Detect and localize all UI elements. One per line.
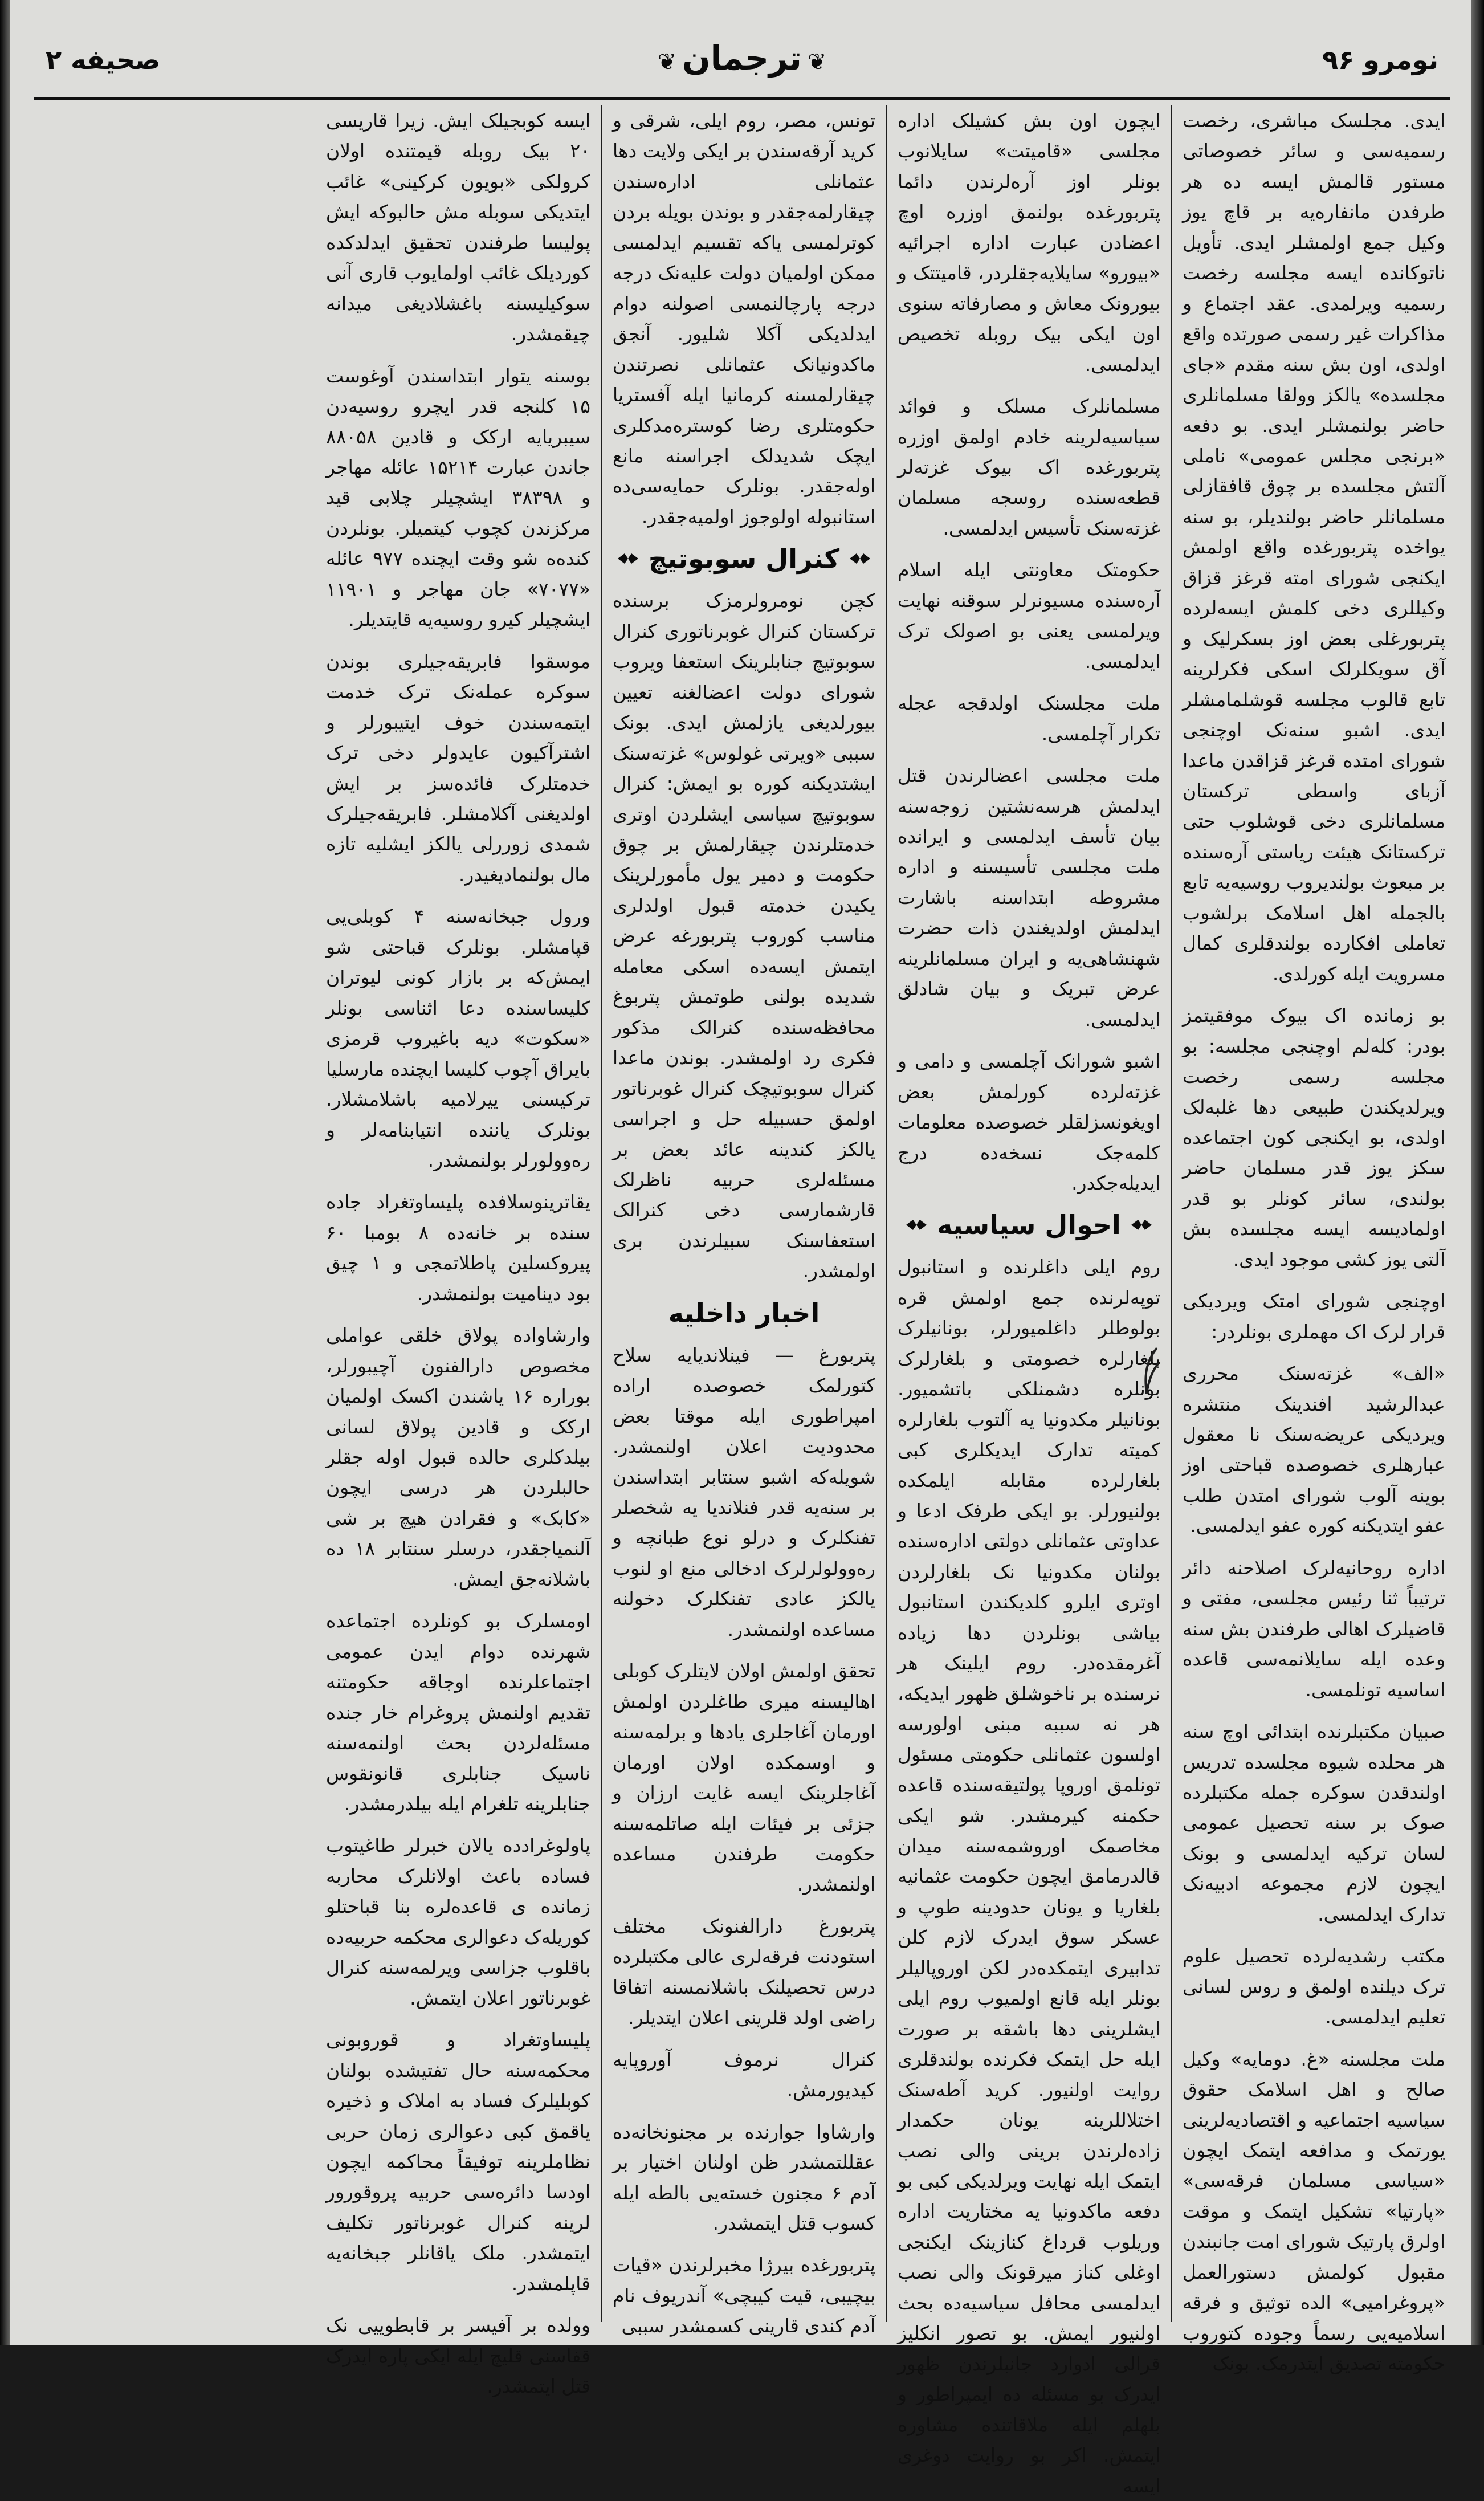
- column-4: [316, 105, 601, 2398]
- news-item: اومسلرک بو کونلرده اجتماعده شهرنده دوام ایدن عمومی اجتماعلرنده اوجاقه حکومتنه تقدیم اولنمش پروغرام خار جنده مسئله‌لردن بحث اولنمه‌سنه ناسیک جنابلری قانونقوس جنابلرینه تلغرام ایله بیلدرمشدر.: [320, 1610, 590, 1815]
- news-item: پلیساوتغراد و قوروبونی محکمه‌سنه حال تفتیشده بولنان کوبلیلرک فساد به املاک و ذخیره یاقمق کبی دعوالری زمان حربی نظاملرینه توفیقاً محاکمه ایچون اودسا دائره‌سی حربیه پروقورور لرینه کنرال غوبرناتور تکلیف ایتمشدر. ملک یاقانلر جبخانه‌یه قاپلمشدر.: [320, 2029, 590, 2295]
- ornament-icon: [905, 1217, 928, 1232]
- article-paragraph: کچن نومرولرمزک برسنده ترکستان کنرال غوبرناتوری کنرال سوبوتیچ جنابلرینک استعفا ویروب شورای دولت اعضالغنه تعیین بیورلدیغی یازلمش ایدی. بونک سببی «ویرتی غولوس» غزته‌سنک ایشتدیکنه کوره بو ایمش: کنرال سوبوتیچ سیاسی ایشلردن اوتری خدمتلرندن چیقارلمش بر چوق حکومت و دمیر یول مأمورلرینک یکیدن خدمته قبول اولدلری مناسب کوروب پتربورغه عرض ایتمش ایسه‌ده اسکی معامله شدیده بولنی طوتمش پتربوغ محافظه‌سنده کنرالک مذکور فکری رد اولمشدر. بوندن ماعدا کنرال سوبوتیچک کنرال غوبرناتور اولمق حسبیله حل و اجراسی یالکز کندینه عائد بعض بر مسئله‌لری حربیه ناظرلک قارشمارسی دخی کنرالک استعفاسنک سبیلرندن بری اولمشدر.: [606, 589, 875, 1282]
- news-item: ورول جبخانه‌سنه ۴ کوبلی‌یی قپامشلر. بونلرک قباحتی شو ایمش‌که بر بازار کونی لیوتران کلیساسنده دعا اثناسی بونلر «سکوت» دیه باغیروب قرمزی بایراق آچوب کلیسا ایچنده مارسلیا ترکیسنی ییرلامیه باشلامشلار. بونلرک یاننده انتیابنامه‌لر و رەوولورلر بولنمشدر.: [320, 905, 590, 1171]
- header-rule: [34, 97, 1450, 100]
- news-item: پاولوغرادده یالان خبرلر طاغیتوب فساده باعث اولانلرک محاربه زمانده ی قاعده‌لره بنا قباحتلو کوریله‌ک دعوالری محکمه حربیه‌ده باقلوب جزاسی ویرلمه‌سنه کنرال غوبرناتور اعلان ایتمش.: [320, 1834, 590, 2009]
- article-paragraph: ایچون اون بش کشیلک اداره مجلسی «قامیتت» سایلانوب بونلر اوز آره‌لرندن دائما پتربورغده بولنمق اوزره اوچ اعضادن عبارت اداره اجرائیه «بیورو» سایلایه‌جقلردر، قامیتتک و بیورونک معاش و مصارفاته سنوی اون ایکی بیک روبله تخصیص ایدلمسی.: [891, 109, 1160, 376]
- columns-container: [28, 105, 1456, 2497]
- ornament-icon: [1130, 1217, 1153, 1232]
- news-item: وارشاوا جوارنده بر مجنونخانه‌ده عقللتمشدر ظن اولنان اختیار بر آدم ۶ مجنون خسته‌یی بالطه ایله کسوب قتل ایتمشدر.: [606, 2120, 876, 2234]
- article-paragraph: ملت مجلسی اعضالرندن قتل ایدلمش هرسه‌نشتین زوجه‌سنه بیان تأسف ایدلمسی و ایرانده ملت مجلسی تأسیسنه و اداره مشروطه ابتداسنه باشارت ایدلمش اولدیغندن ذات حضرت شهنشاهی‌یه و ایران مسلمانلرینه عرض تبریک و بیان شادلق ایدلمسی.: [891, 764, 1160, 1030]
- news-item: ایسه کوبجیلک ایش. زیرا قاریسی ۲۰ بیک روبله قیمتنده اولان کرولکی «بویون کرکینی» غائب ایتدیکی سوبله مش حالبوکه ایش پولیسا طرفندن تحقیق ایدلدکده کوردیلک غائب اولمایوب قاری آنی سوکیلیسنه باغشلادیغی میدانه چیقمشدر.: [320, 109, 590, 345]
- scan-edge-right: [1471, 0, 1484, 2345]
- news-item: تحقق اولمش اولان لایتلرک کوبلی اهالیسنه میری طاغلردن اولمش اورمان آغاجلری یادها و برلمه‌سنه و اوسمکده اولان اورمان آغاجلرینک ایسه غایت ارزان و جزئی بر فیئات ایله صاتلمه‌سنه حکومت طرفندن مساعده اولنمشدر.: [606, 1660, 875, 1896]
- news-item: یقاترینوسلافده پلیساوتغراد جاده سنده بر خانه‌ده ۸ بومبا ۶۰ پیروکسلین پاطلاتمجی و ۱ چیق بود دینامیت بولنمشدر.: [320, 1191, 591, 1305]
- article-paragraph: ملت مجلسنک اولدقجه عجله تکرار آچلمسی.: [891, 692, 1160, 745]
- page-number: صحیفه ۲: [46, 44, 161, 75]
- section-title: احوال سیاسیه: [937, 1209, 1121, 1241]
- ornament-icon: [849, 551, 871, 566]
- news-item: پتربورغ دارالفنونک مختلف استودنت فرقه‌لری عالی مکتبلرده درس تحصیلنک باشلانمسنه اتفاقا راضی اولد قلرینی اعلان ایتدیلر.: [606, 1915, 875, 2029]
- ornament-left-icon: ❦: [807, 49, 827, 75]
- news-item: پتربورغ — فینلاندیایه سلاح کتورلمک خصوصده اراده امپراطوری ایله موقتا بعض محدودیت اعلان اولنمشدر. شویله‌که اشبو سنتابر ابتداسندن بر سنه‌یه قدر فنلاندیا یه شخصلر تفنکلرک و درلو نوع طبانچه و رەوولولرلرک ادخالی منع او لنوب یالکز عادی تفنکلرک دخولنه مساعده اولنمشدر.: [606, 1343, 876, 1640]
- masthead-title: ترجمان: [682, 39, 802, 78]
- section-title: کنرال سوبوتیچ: [648, 543, 840, 575]
- pencil-annotation-mark: [1134, 1345, 1163, 1396]
- issue-number: نومرو ۹۶: [1322, 44, 1438, 75]
- article-paragraph: مکتب رشدیه‌لرده تحصیل علوم ترک دیلنده اولمق و روس لسانی تعلیم ایدلمسی.: [1176, 1945, 1445, 2029]
- column-3: [601, 105, 886, 2337]
- scan-edge-left: [0, 0, 10, 2345]
- page-header: [23, 34, 1461, 97]
- article-paragraph: حکومتک معاونتی ایله اسلام آره‌سنده مسیونرلر سوقنه نهایت ویرلمسی یعنی بو اصولک ترک ایدلمسی.: [891, 559, 1160, 673]
- news-item: موسقوا فابریقه‌جیلری بوندن سوکره عمله‌نک ترک خدمت ایتمه‌سندن خوف ایتیبورلر و اشترآکیون عایدولر دخی ترک خدمتلرک فائده‌سز بر ایش اولدیغنی آکلامشلر. فابریقه‌جیلرک شمدی زوررلی یالکز ایشلیه تازه مال بولنمادیغیدر.: [320, 650, 591, 886]
- article-paragraph: روم ایلی داغلرنده و استانبول توپه‌لرنده جمع اولمش قره بولوطلر داغلمیورلر، بونانیلرک بلغارلره خصومتی و بلغارلرک بونلره دشمنلکی باتشمیور. بونانیلر مکدونیا یه آلتوب بلغارلره کمیته تدارک ایدیکلری کبی بلغارلرده مقابله ایلمکده بولنیورلر. بو ایکی طرفک ادعا و عداوتی عثمانلی دولتی اداره‌سنده بولنان مکدونیا نک بلغارلردن اوتری ایلرو کلدیکندن استانبول بیاشی بونلردن دها زیاده آغرمقده‌در. روم ایلینک هر نرسنده بر ناخوشلق ظهور ایدیکه، هر نه سببه مبنی اولورسه اولسون عثمانلی حکومتی مسئول تونلمق اوروپا پولتیقه‌سنده قاعده حکمنه کیرمشدر. شو ایکی مخاصمک اوروشمه‌سنه میدان قالدرمامق ایچون حکومت عثمانیه بلغاریا و یونان حدودینه طوپ و عسکر سوق ایدرک لازم کلن تدابیری ایتمکده‌در لکن اوروپالیلر بونلر ایله قانع اولمیوب روم ایلی ایشلرینی دها باشقه بر صورت ایله حل ایتمک فکرنده بولندقلری روایت اولنیور. کرید آطه‌سنک اختلاللرینه یونان حکمدار زاده‌لرندن برینی والی نصب ایتمک ایله نهایت ویرلدیکی کبی بو دفعه ماکدونیا یه مختاریت اداره وریلوب قرداغ کنازینک ایکنجی اوغلی کناز میرقونک والی نصب ایدلمسی محافل سیاسیه‌ده بحث اولنیور ایمش. بو تصور انکلیز قرالی ادوارد جانبلرندن ظهور ایدرک بو مسئله ده ایمپراطور و بلهلم ایله ملاقاتنده مشاوره ایتمش. اکر بو روایت دوغری ایسه: [891, 1256, 1160, 2497]
- section-heading: [613, 1298, 875, 1329]
- article-paragraph: بو زمانده اک بیوک موفقیتمز بودر: کله‌لم اوچنجی مجلسه: بو مجلسه رسمی رخصت ویرلدیکندن طبیعی دها غلبه‌لک اولدی، بو ایکنجی کون اجتماعده سکز یوز قدر مسلمان حاضر بولندی، سائر کونلر بو قدر اولمادیسه ایسه مجلسده بش آلتی یوز کشی موجود ایدی.: [1176, 1004, 1445, 1270]
- article-paragraph: اداره روحانیه‌لرک اصلاحنه دائر ترتیباً ثنا رئیس مجلسی، مفتی و قاضیلرک اهالی طرفندن بش سنه وعده ایله سایلانمه‌سی قاعده اساسیه تونلمسی.: [1176, 1556, 1445, 1701]
- news-item: وولده بر آفیسر بر قابطوییی نک قفاسنی قلیچ ایله ایکی پاره ایدرک قتل ایتمشدر.: [320, 2314, 590, 2398]
- article-paragraph: اوچنجی شورای امتک ویردیکی قرار لرک اک مهملری بونلردر:: [1176, 1290, 1445, 1343]
- article-paragraph: صبیان مکتبلرنده ابتدائی اوچ سنه هر محلده شیوه مجلسده تدریس اولندقدن سوکره جمله مکتبلرده صوک بر سنه تحصیل عمومی لسان ترکیه ایدلمسی و بونک ایچون لازم مجموعه ادبیه‌نک تدارک ایدلمسی.: [1176, 1720, 1445, 1925]
- article-paragraph: «الف» غزته‌سنک محرری عبدالرشید افندینک منتشره ویردیکی عریضه‌سنک نا معقول عبارهلری خصوصده قباحتی اوز بوینه آلوب شورای امتدن طلب عفو ایتدیکنه کوره عفو ایدلمسی.: [1176, 1362, 1445, 1537]
- news-item: پتربورغده بیرژا مخبرلرندن «قیات بیچیبی، قیت کیبچی» آندریوف نام آدم کندی قارینی کسمشدر سببی: [606, 2254, 875, 2337]
- column-2: [886, 105, 1171, 2497]
- masthead: [652, 39, 833, 78]
- news-item: کنرال نرموف آوروپایه کیدیورمش.: [606, 2048, 875, 2101]
- news-item: وارشاوادە پولاق خلقی عواملی مخصوص دارالفنون آچیبورلر، بوراره ۱۶ یاشندن اکسک اولمیان ارکک و قادین پولاق لسانی بیلدکلری حالده قبول اوله جقلر حالبلردن هر درسی ایچون «کابک» و فقرادن هیچ بر شی آلنمیاجقدر، درسلر سنتابر ۱۸ ده باشلانه‌جق ایمش.: [320, 1324, 590, 1590]
- article-paragraph: ایدی. مجلسک مباشری، رخصت رسمیه‌سی و سائر خصوصاتی مستور قالمش ایسه ده هر طرفدن مانفاره‌یه بر قاچ یوز وکیل جمع اولمشلر ایدی. تأویل ناتوکانده ایسه مجلسه رخصت رسمیه ویرلمدی. عقد اجتماع و مذاکرات غیر رسمی صورتده واقع اولدی، اون بش سنه مقدم «جای مجلسده» یالکز وولقا مسلمانلری حاضر بولنمشلر ایدی. بو دفعه «برنجی مجلس عمومی» ناملی آلتش مجلسده بر چوق قافقازلی مسلمانلر حاضر بولندیلر، بو سنه یواخده پتربورغده واقع اولمش ایکنجی شورای امته قرغز قزاق وکیللری دخی کلمش ایسه‌لرده پتربورغلی بعض اوز بسکرلیک و آق سویکلرلک اسکی فکرلرینه تابع قالوب مجلسه قوشلمامشلر ایدی. اشبو سنه‌نک اوچنجی شورای امتده قرغز قزاقدن ماعدا آزبای واسطی ترکستان مسلمانلری دخی قوشلوب حتی ترکستانک هیئت ریاستی آره‌سنده بر مبعوث بولندیروب روسیه‌یه تابع بالجمله اهل اسلامک برلشوب تعاملی افکارده بولندقلری کمال مسرویت ایله کورلدی.: [1176, 109, 1446, 985]
- article-paragraph: اشبو شورانک آچلمسی و دامی و غزته‌لرده کورلمش بعض اویغونسزلقلر خصوصده معلومات کلمه‌جک نسخه‌ده درج ایدیله‌جکدر.: [891, 1050, 1160, 1194]
- ornament-icon: [617, 551, 639, 566]
- section-heading: [898, 1209, 1160, 1240]
- news-item: بوسنه یتوار ابتداسندن آوغوست ۱۵ کلنجه قدر ایچرو روسیه‌دن سیبریایه ارکک و قادین ۸۸۰۵۸ جاندن عبارت ۱۵۲۱۴ عائله مهاجر و ۳۸۳۹۸ ایشچیلر چلابی قید مرکزندن کچوب کیتمیلر. بونلردن کنده‌ه شو وقت ایچنده ۹۷۷ عائله «۷۰۷۷» جان مهاجر و ۱۱۹۰۱ ایشچیلر کیرو روسیه‌یه قایتدیلر.: [320, 364, 590, 631]
- article-paragraph: ملت مجلسنه «غ. دومایه» وکیل صالح و اهل اسلامک حقوق سیاسیه اجتماعیه و اقتصادیه‌لرینی یورتمک و مدافعه ایتمک ایچون «سیاسی مسلمان فرقه‌سی» «پارتیا» تشکیل ایتمک و موقت اولرق پارتیک شورای امت جانبندن مقبول کولمش دستورالعمل «پروغرامیی» الده توثیق و فرقه اسلامیه‌یی رسماً وجوده کتوروب حکومته تصدیق ایتدرمک. بونک: [1176, 2047, 1445, 2375]
- article-paragraph: تونس، مصر، روم ایلی، شرقی و کرید آرقه‌سندن بر ایکی ولایت دها عثمانلی اداره‌سندن چیقارلمه‌جقدر و بوندن بویله بردن کوترلمسی یاکه تقسیم ایدلمسی ممکن اولمیان دولت علیه‌نک درجه درجه پارچالنمسی اصولنه دوام ایدلدیکی آکلا شلیور. آنجق ماکدونیانک عثمانلی نصرتندن چیقارلمسنه کرمانیا ایله آفستریا حکومتلری رضا کوستره‌مدکلری ایچک شدیدلک اجراسنه مانع اوله‌جقدر. بونلرک حمایه‌سی‌ده استانبوله اولوجوز اولمیه‌جقدر.: [606, 109, 875, 528]
- section-heading: [613, 543, 875, 574]
- ornament-right-icon: ❦: [657, 49, 677, 75]
- column-1: [1171, 105, 1456, 2375]
- section-title: اخبار داخلیه: [668, 1297, 820, 1329]
- article-paragraph: مسلمانلرک مسلک و فوائد سیاسیه‌لرینه خادم اولمق اوزره پتربورغده اک بیوک غزته‌لر قطعه‌سنده روسجه مسلمان غزته‌سنک تأسیس ایدلمسی.: [891, 395, 1160, 539]
